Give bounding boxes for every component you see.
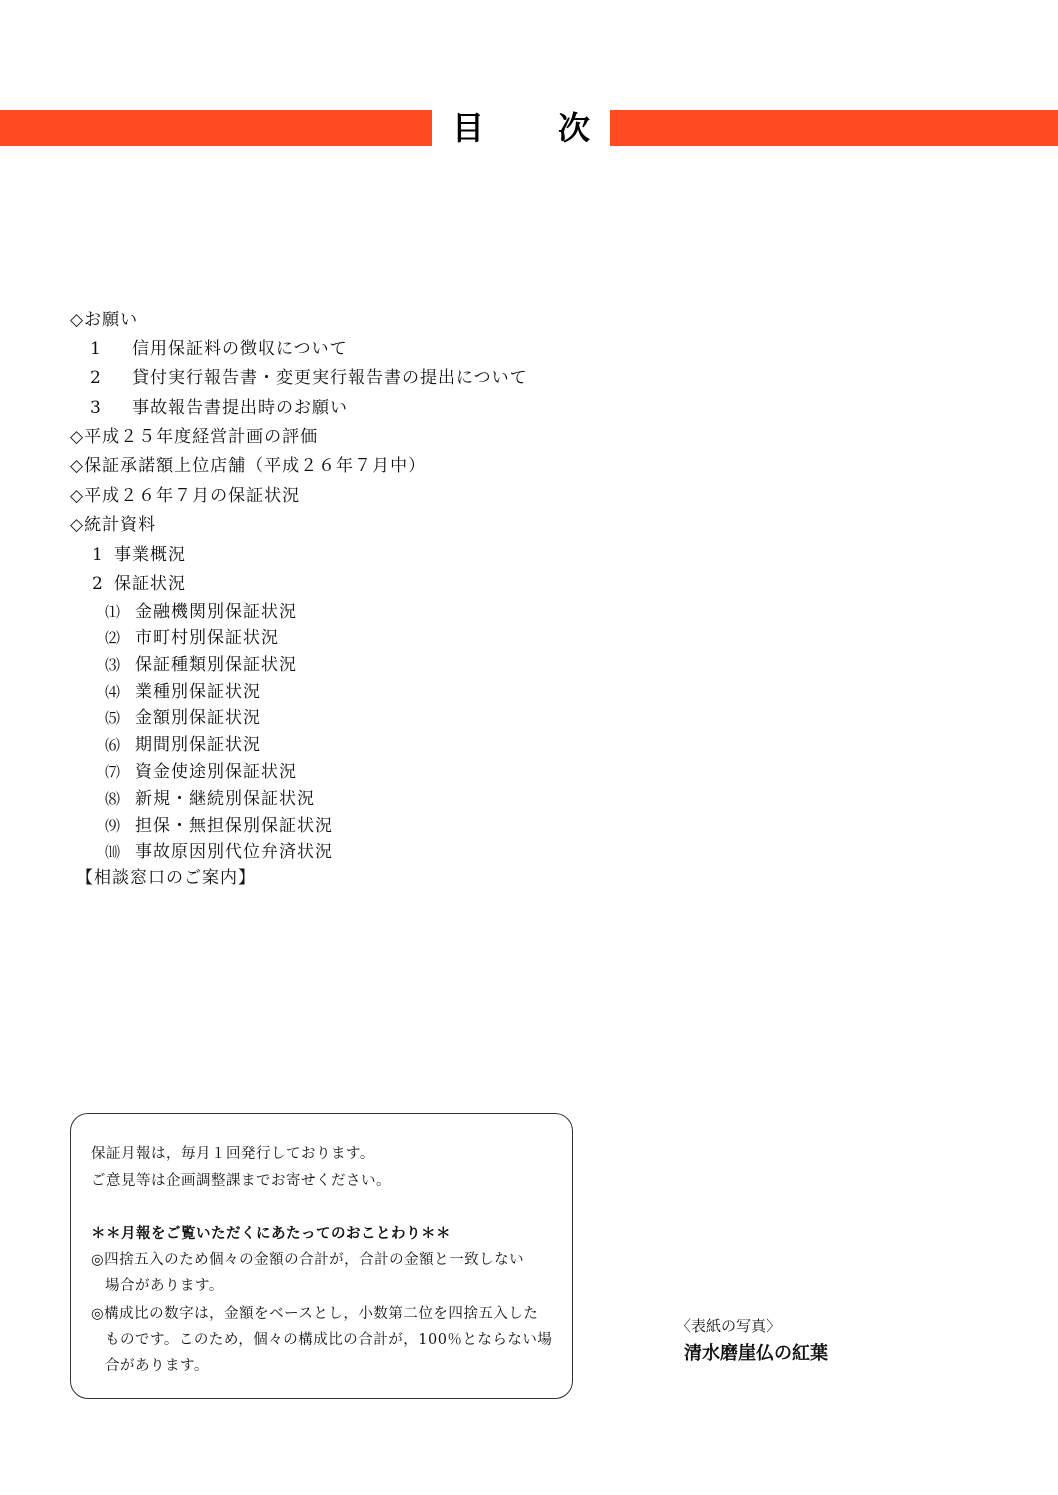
toc-item-label: 保証状況	[114, 574, 186, 594]
toc-item-number: 3	[90, 398, 102, 418]
toc-item-number: 1	[90, 339, 102, 359]
page-title-char-1: 目	[452, 109, 485, 147]
title-bar-left-stripe	[0, 110, 432, 146]
title-bar-right-stripe	[610, 110, 1058, 146]
toc-section-consult[interactable]: 【相談窓口のご案内】	[76, 868, 256, 888]
toc-subitem-9[interactable]	[105, 811, 333, 836]
toc-subitem-number: ⑹	[105, 736, 122, 754]
toc-subitem-5[interactable]	[105, 703, 261, 728]
toc-section-plan-eval[interactable]: ◇平成２５年度経営計画の評価	[70, 427, 319, 447]
toc-subitem-number: ⑸	[105, 709, 122, 727]
notice-contact-line: ご意見等は企画調整課までお寄せください。	[91, 1173, 391, 1189]
toc-subitem-3[interactable]	[105, 650, 297, 675]
page-title-char-2: 次	[558, 109, 591, 147]
toc-section-status[interactable]: ◇平成２６年７月の保証状況	[70, 486, 301, 506]
toc-item-label: 信用保証料の徴収について	[132, 339, 348, 359]
notice-note2-line3: 合があります。	[105, 1358, 209, 1374]
toc-subitem-8[interactable]	[105, 784, 315, 809]
toc-subitem-number: ⑷	[105, 683, 122, 701]
toc-subitem-4[interactable]	[105, 677, 261, 702]
toc-subitem-label: 新規・継続別保証状況	[135, 789, 315, 809]
toc-subitem-1[interactable]	[105, 597, 297, 622]
toc-item-onegai-1[interactable]	[90, 334, 348, 359]
page-title	[432, 110, 610, 146]
notice-note2-line1: ◎構成比の数字は，金額をベースとし，小数第二位を四捨五入した	[91, 1306, 539, 1322]
toc-item-label: 事故報告書提出時のお願い	[132, 398, 348, 418]
toc-subitem-2[interactable]	[105, 623, 279, 648]
toc-subitem-number: ⑺	[105, 763, 122, 781]
toc-item-onegai-2[interactable]	[90, 363, 528, 388]
notice-note1-line1: ◎四捨五入のため個々の金額の合計が，合計の金額と一致しない	[91, 1252, 525, 1268]
toc-subitem-number: ⑽	[105, 843, 122, 861]
toc-subitem-number: ⑻	[105, 790, 122, 808]
notice-publication-line: 保証月報は，毎月１回発行しております。	[91, 1146, 375, 1162]
toc-subitem-number: ⑵	[105, 629, 122, 647]
toc-subitem-label: 事故原因別代位弁済状況	[135, 842, 333, 862]
toc-item-stats-2[interactable]	[92, 569, 186, 594]
toc-item-number: 2	[90, 368, 102, 388]
toc-item-onegai-3[interactable]	[90, 393, 348, 418]
cover-photo-caption: 〈表紙の写真〉	[676, 1317, 782, 1335]
toc-subitem-label: 担保・無担保別保証状況	[135, 816, 333, 836]
toc-section-stats[interactable]: ◇統計資料	[70, 515, 157, 535]
toc-subitem-number: ⑼	[105, 817, 122, 835]
toc-item-number: 1	[92, 545, 104, 565]
toc-item-stats-1[interactable]	[92, 540, 186, 565]
toc-subitem-label: 業種別保証状況	[135, 682, 261, 702]
toc-item-label: 事業概況	[114, 545, 186, 565]
toc-subitem-label: 市町村別保証状況	[135, 628, 279, 648]
toc-subitem-label: 金額別保証状況	[135, 708, 261, 728]
toc-subitem-label: 資金使途別保証状況	[135, 762, 297, 782]
toc-section-onegai[interactable]: ◇お願い	[70, 310, 139, 330]
toc-subitem-label: 金融機関別保証状況	[135, 602, 297, 622]
notice-heading: ＊＊月報をご覧いただくにあたってのおことわり＊＊	[91, 1226, 451, 1242]
toc-subitem-6[interactable]	[105, 730, 261, 755]
toc-item-label: 貸付実行報告書・変更実行報告書の提出について	[132, 368, 528, 388]
toc-subitem-number: ⑶	[105, 656, 122, 674]
notice-box	[70, 1113, 573, 1399]
toc-item-number: 2	[92, 574, 104, 594]
toc-subitem-7[interactable]	[105, 757, 297, 782]
notice-note2-line2: ものです。このため，個々の構成比の合計が，100％とならない場	[105, 1332, 553, 1348]
toc-section-top-stores[interactable]: ◇保証承諾額上位店舗（平成２６年７月中）	[70, 456, 427, 476]
toc-subitem-number: ⑴	[105, 603, 122, 621]
title-bar	[0, 110, 1058, 146]
toc-subitem-label: 期間別保証状況	[135, 735, 261, 755]
notice-note1-line2: 場合があります。	[105, 1278, 224, 1294]
toc-subitem-10[interactable]	[105, 837, 333, 862]
cover-photo-title: 清水磨崖仏の紅葉	[684, 1343, 828, 1364]
toc-subitem-label: 保証種類別保証状況	[135, 655, 297, 675]
